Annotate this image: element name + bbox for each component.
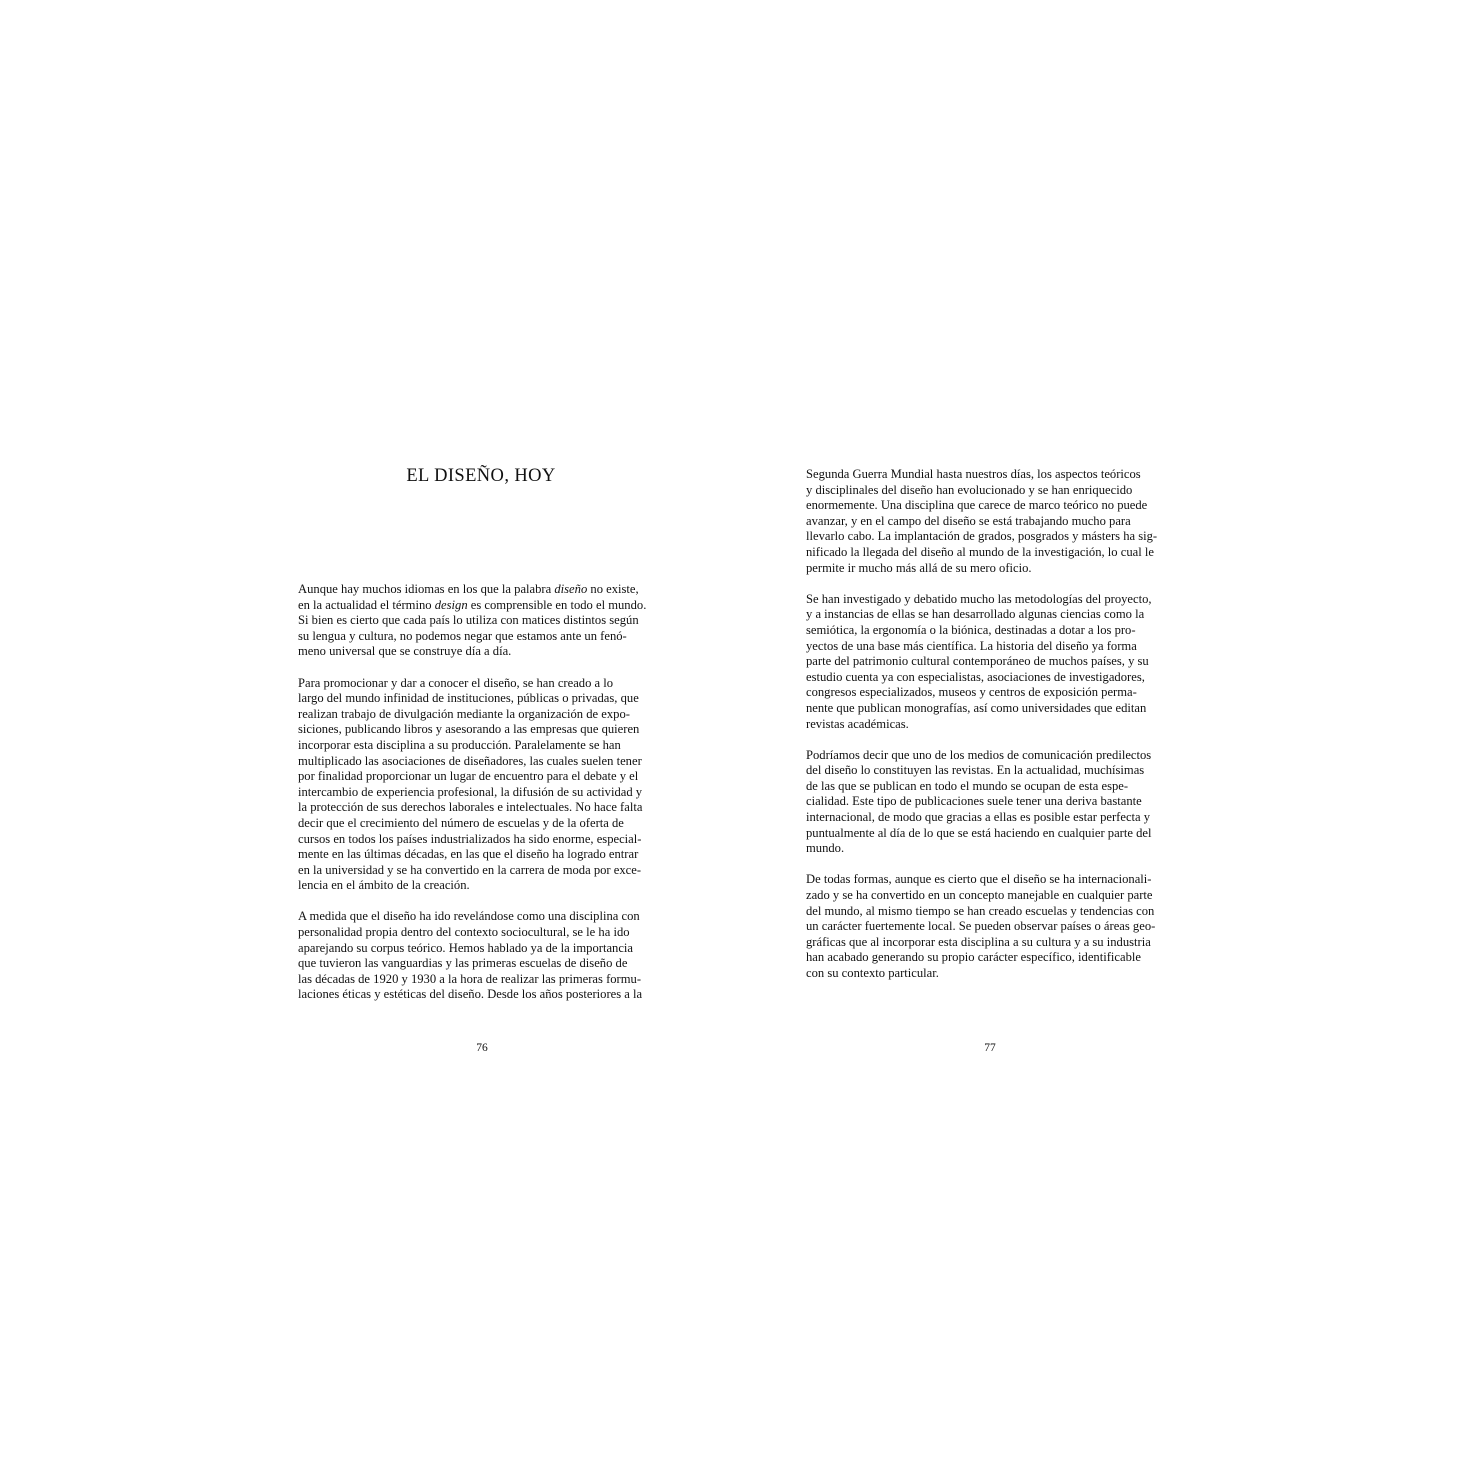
text-run: Para promocionar y dar a conocer el diseño, se han creado a lo largo del mundo infinidad de instituciones, públicas o privadas, que realizan trabajo de divulgación mediante la organización de expo- siciones, publicando libros y asesorando a las empresas que quieren incorporar esta disciplina a su producción. Paralelamente se han multiplicado las asociaciones de diseñadores, las cuales suelen tener por finalidad proporcionar un lugar de encuentro para el debate y el intercambio de experiencia profesional, la difusión de su actividad y la protección de sus derechos laborales e intelectuales. No hace falta decir que el crecimiento del número de escuelas y de la oferta de cursos en todos los países industrializados ha sido enorme, especial- mente en las últimas décadas, en las que el diseño ha logrado entrar en la universidad y se ha convertido en la carrera de moda por exce- lencia en el ámbito de la creación.	[298, 675, 643, 893]
text-run: Aunque hay muchos idiomas en los que la palabra	[298, 582, 555, 596]
text-run: Se han investigado y debatido mucho las metodologías del proyecto, y a instancias de ellas se han desarrollado algunas ciencias como la semiótica, la ergonomía o la biónica, destinadas a dotar a los pro- yectos de una base más científica. La historia del diseño ya forma parte del patrimonio cultural contemporáneo de muchos países, y su estudio cuenta ya con especialistas, asociaciones de investigadores, congresos especializados, museos y centros de exposición perma- nente que publican monografías, así como universidades que editan revistas académicas.	[806, 591, 1152, 731]
paragraph	[806, 592, 1176, 732]
paragraph	[806, 748, 1176, 857]
paragraph	[806, 467, 1176, 576]
paragraph	[806, 872, 1176, 981]
chapter-title: EL DISEÑO, HOY	[406, 466, 556, 486]
page-number: 77	[984, 1042, 996, 1054]
paragraph	[298, 582, 666, 660]
text-run: Segunda Guerra Mundial hasta nuestros días, los aspectos teóricos y disciplinales del diseño han evolucionado y se han enriquecido enormemente. Una disciplina que carece de marco teórico no puede avanzar, y en el campo del diseño se está trabajando mucho para llevarlo cabo. La implantación de grados, posgrados y másters ha sig- nificado la llegada del diseño al mundo de la investigación, lo cual le permite ir mucho más allá de su mero oficio.	[806, 467, 1158, 575]
right-text-column	[806, 467, 1176, 982]
text-run: Podríamos decir que uno de los medios de comunicación predilectos del diseño lo constituyen las revistas. En la actualidad, muchísimas de las que se publican en todo el mundo se ocupan de esta espe- cialidad. Este tipo de publicaciones suele tener una deriva bastante internacional, de modo que gracias a ellas es posible estar perfecta y puntualmente al día de lo que se está haciendo en cualquier parte del mundo.	[806, 747, 1152, 856]
italic-term: design	[434, 597, 468, 612]
italic-term: diseño	[554, 582, 588, 596]
text-run: De todas formas, aunque es cierto que el diseño se ha internacionali- zado y se ha convertido en un concepto manejable en cualquier parte del mundo, al mismo tiempo se han creado escuelas y tendencias con un carácter fuertemente local. Se pueden observar países o áreas geo- gráficas que al incorporar esta disciplina a su cultura y a su industria han acabado generando su propio carácter específico, identificable con su contexto particular.	[806, 872, 1156, 980]
paragraph	[298, 676, 666, 894]
text-run: A medida que el diseño ha ido revelándose como una disciplina con personalidad propia dentro del contexto sociocultural, se le ha ido aparejando su corpus teórico. Hemos hablado ya de la importancia que tuvieron las vanguardias y las primeras escuelas de diseño de las décadas de 1920 y 1930 a la hora de realizar las primeras formu- laciones éticas y estéticas del diseño. Desde los años posteriores a la	[298, 909, 643, 1002]
text-run: no existe, en la actualidad el término	[298, 582, 639, 612]
page-number: 76	[476, 1042, 488, 1054]
right-page	[736, 0, 1472, 1472]
left-text-column	[298, 582, 666, 1003]
text-run: es comprensible en todo el mundo. Si bien es cierto que cada país lo utiliza con matices distintos según su lengua y cultura, no podemos negar que estamos ante un fenó- meno universal que se construye día a día.	[298, 597, 647, 659]
paragraph	[298, 909, 666, 1003]
